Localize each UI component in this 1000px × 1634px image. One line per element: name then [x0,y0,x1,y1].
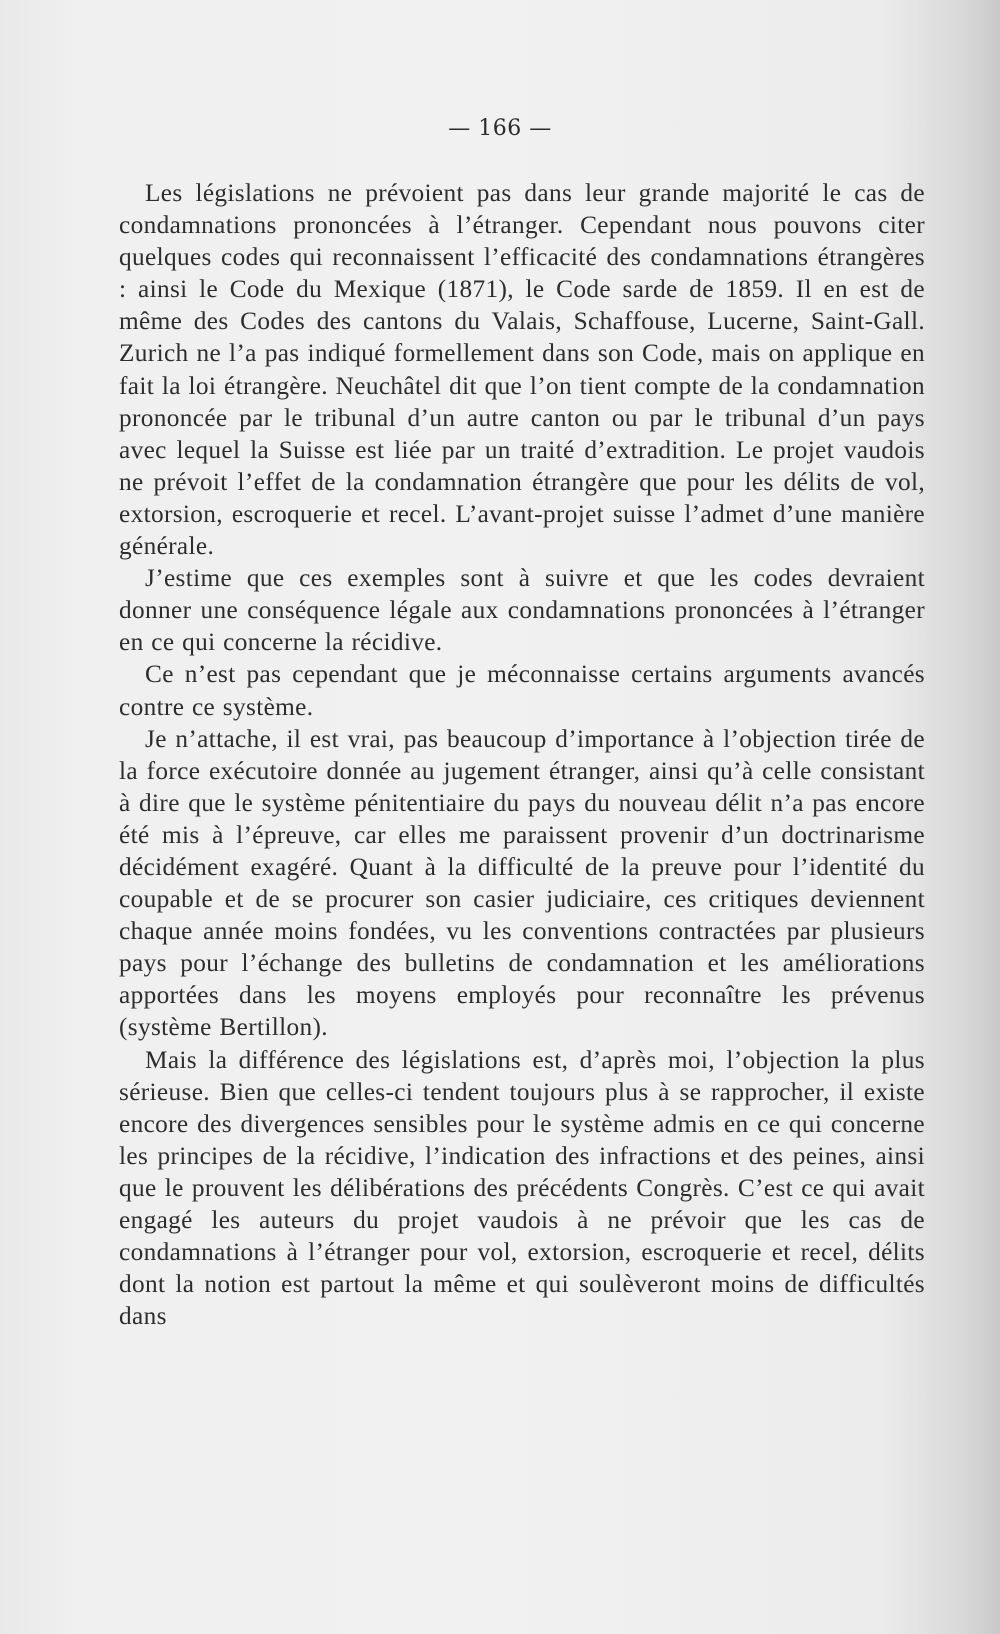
paragraph-opinion: J’estime que ces exemples sont à suivre et que les codes devraient donner une conséquence légale aux condamnations prononcées à l’étranger en ce qui concerne la récidive. [119,564,925,657]
paragraph-objections: Je n’attache, il est vrai, pas beaucoup d’importance à l’objection tirée de la force exécutoire donnée au jugement étranger, ainsi qu’à celle consistant à dire que le système pénitentiaire du pays du nouveau délit n’a pas encore été mis à l’épreuve, car elles me paraissent provenir d’un doctrinarisme décidément exagéré. Quant à la difficulté de la preuve pour l’identité du coupable et de se procurer son casier judiciaire, ces critiques deviennent chaque année moins fondées, vu les conventions contractées par plusieurs pays pour l’échange des bulletins de condamnation et les améliorations apportées dans les moyens employés pour reconnaître les prévenus (système Bertillon). [119,724,925,1042]
paragraph-arguments: Ce n’est pas cependant que je méconnaisse certains arguments avancés contre ce système. [119,660,925,721]
paragraph-legislation-differences: Mais la différence des législations est, d’après moi, l’objection la plus sérieuse. Bien que celles-ci tendent toujours plus à se rapprocher, il existe encore des divergences sensibles pour le système admis en ce qui concerne les principes de la récidive, l’indication des infractions et des peines, ainsi que le prouvent les délibérations des précédents Congrès. C’est ce qui avait engagé les auteurs du projet vaudois à ne prévoir que les cas de condamnations à l’étranger pour vol, extorsion, escroquerie et recel, délits dont la notion est partout la même et qui soulèveront moins de difficultés dans [119,1045,925,1331]
page-number: — 166 — [448,116,552,141]
paragraph-foreign-codes: Les législations ne prévoient pas dans leur grande majorité le cas de condamnations prononcées à l’étranger. Cependant nous pouvons citer quelques codes qui reconnaissent l’efficacité des condamnations étrangères : ainsi le Code du Mexique (1871), le Code sarde de 1859. Il en est de même des Codes des cantons du Valais, Schaffouse, Lucerne, Saint-Gall. Zurich ne l’a pas indiqué formellement dans son Code, mais on applique en fait la loi étrangère. Neuchâtel dit que l’on tient compte de la condamnation prononcée par le tribunal d’un autre canton ou par le tribunal d’un pays avec lequel la Suisse est liée par un traité d’extradition. Le projet vaudois ne prévoit l’effet de la condamnation étrangère que pour les délits de vol, extorsion, escroquerie et recel. L’avant-projet suisse l’admet d’une manière générale. [119,179,925,561]
body-text [119,177,925,1332]
